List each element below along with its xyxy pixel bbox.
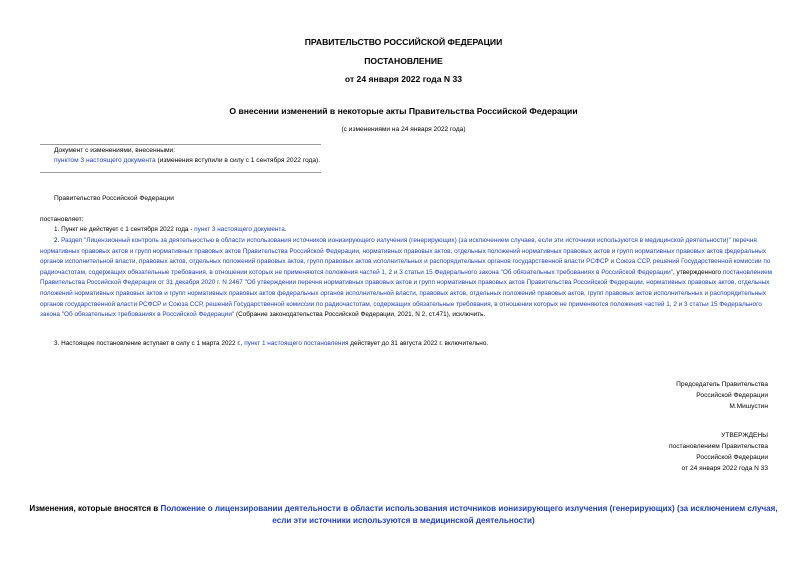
paragraph-3 [54, 339, 774, 350]
edition-note: (с изменениями на 24 января 2022 года) [341, 126, 466, 133]
approved-by: постановлением Правительства [668, 443, 768, 450]
approved-country: Российской Федерации [696, 454, 768, 461]
issuer: Правительство Российской Федерации [54, 195, 174, 202]
paragraph-1 [54, 225, 774, 236]
decides-label: постановляет: [40, 216, 84, 223]
paragraph-2-end: (Собрание законодательства Российской Федерации, 2021, N 2, ст.471), исключить. [234, 311, 486, 319]
paragraph-3-link[interactable]: пункт 1 настоящего постановления [244, 340, 349, 347]
document-date-number: от 24 января 2022 года N 33 [344, 74, 463, 84]
approved-label: УТВЕРЖДЕНЫ [721, 432, 768, 439]
changes-heading [20, 503, 787, 526]
changes-link[interactable]: пунктом 3 настоящего документа [54, 157, 156, 164]
changes-heading-link[interactable]: Положение о лицензировании деятельности в области использования источников ионизирующего излучения (генерирующих) (за исключением случая, если эти источники используются в медицинской деятельности) [160, 504, 778, 525]
paragraph-2-link-section[interactable]: Раздел "Лицензионный контроль за деятельностью в области использования источников ионизирующего излучения (генерирующих) (за исключением случаев, если эти источники используются в медицинской деятельности)" перечня нормативных правовых актов и групп нормативных правовых актов Правительства Российской Федерации, нормативных правовых актов, отдельных положений нормативных правовых актов и групп нормативных правовых актов федеральных органов исполнительной власти, правовых актов, отдельных положений правовых актов, групп правовых актов исполнительных и распорядительных органов государственной власти РСФСР и Союза ССР, решений Государственной комиссии по радиочастотам, содержащих обязательные требования, в отношении которых не применяются положения частей 1, 2 и 3 статьи 15 Федерального закона "Об обязательных требованиях в Российской Федерации" [40, 237, 771, 276]
paragraph-3-end: действует до 31 августа 2022 г. включительно. [348, 340, 489, 347]
signature-name: М.Мишустин [729, 403, 768, 410]
signature-position: Председатель Правительства [676, 381, 768, 388]
paragraph-1-link[interactable]: пункт 3 настоящего документа [194, 226, 285, 233]
signature-country: Российской Федерации [696, 392, 768, 399]
divider-bottom [40, 172, 321, 173]
changes-box-entry [54, 156, 354, 167]
approved-date: от 24 января 2022 года N 33 [681, 465, 768, 472]
paragraph-2-link-resolution[interactable]: постановлением Правительства Российской Федерации от 31 декабря 2020 г. N 2467 "Об утверждении перечня нормативных правовых актов и групп нормативных правовых актов Правительства Российской Федерации, нормативных правовых актов, отдельных положений нормативных правовых актов и групп нормативных правовых актов федеральных органов исполнительной власти, правовых актов, отдельных положений правовых актов, групп правовых актов исполнительных и распорядительных органов государственной власти РСФСР и Союза ССР, решений Государственной комиссии по радиочастотам, содержащих обязательные требования, в отношении которых не применяются положения частей 1, 2 и 3 статьи 15 Федерального закона "Об обязательных требованиях в Российской Федерации" [40, 268, 773, 319]
paragraph-3-text: 3. Настоящее постановление вступает в силу с 1 марта 2022 г., [54, 340, 245, 347]
changes-note: (изменения вступили в силу с 1 сентября 2022 года). [155, 157, 321, 164]
divider-top [40, 144, 321, 145]
changes-heading-prefix: Изменения, которые вносятся в [29, 504, 161, 513]
paragraph-2-mid: , утвержденного [673, 268, 723, 276]
government-name: ПРАВИТЕЛЬСТВО РОССИЙСКОЙ ФЕДЕРАЦИИ [304, 37, 503, 47]
paragraph-1-end: . [284, 226, 287, 233]
paragraph-1-text: 1. Пункт не действует с 1 сентября 2022 года - [54, 226, 195, 233]
changes-box-caption: Документ с изменениями, внесенными: [54, 147, 176, 154]
document-type: ПОСТАНОВЛЕНИЕ [364, 56, 443, 66]
paragraph-2-number: 2. [54, 237, 62, 244]
document-title: О внесении изменений в некоторые акты Правительства Российской Федерации [229, 106, 578, 116]
paragraph-2 [40, 236, 780, 321]
